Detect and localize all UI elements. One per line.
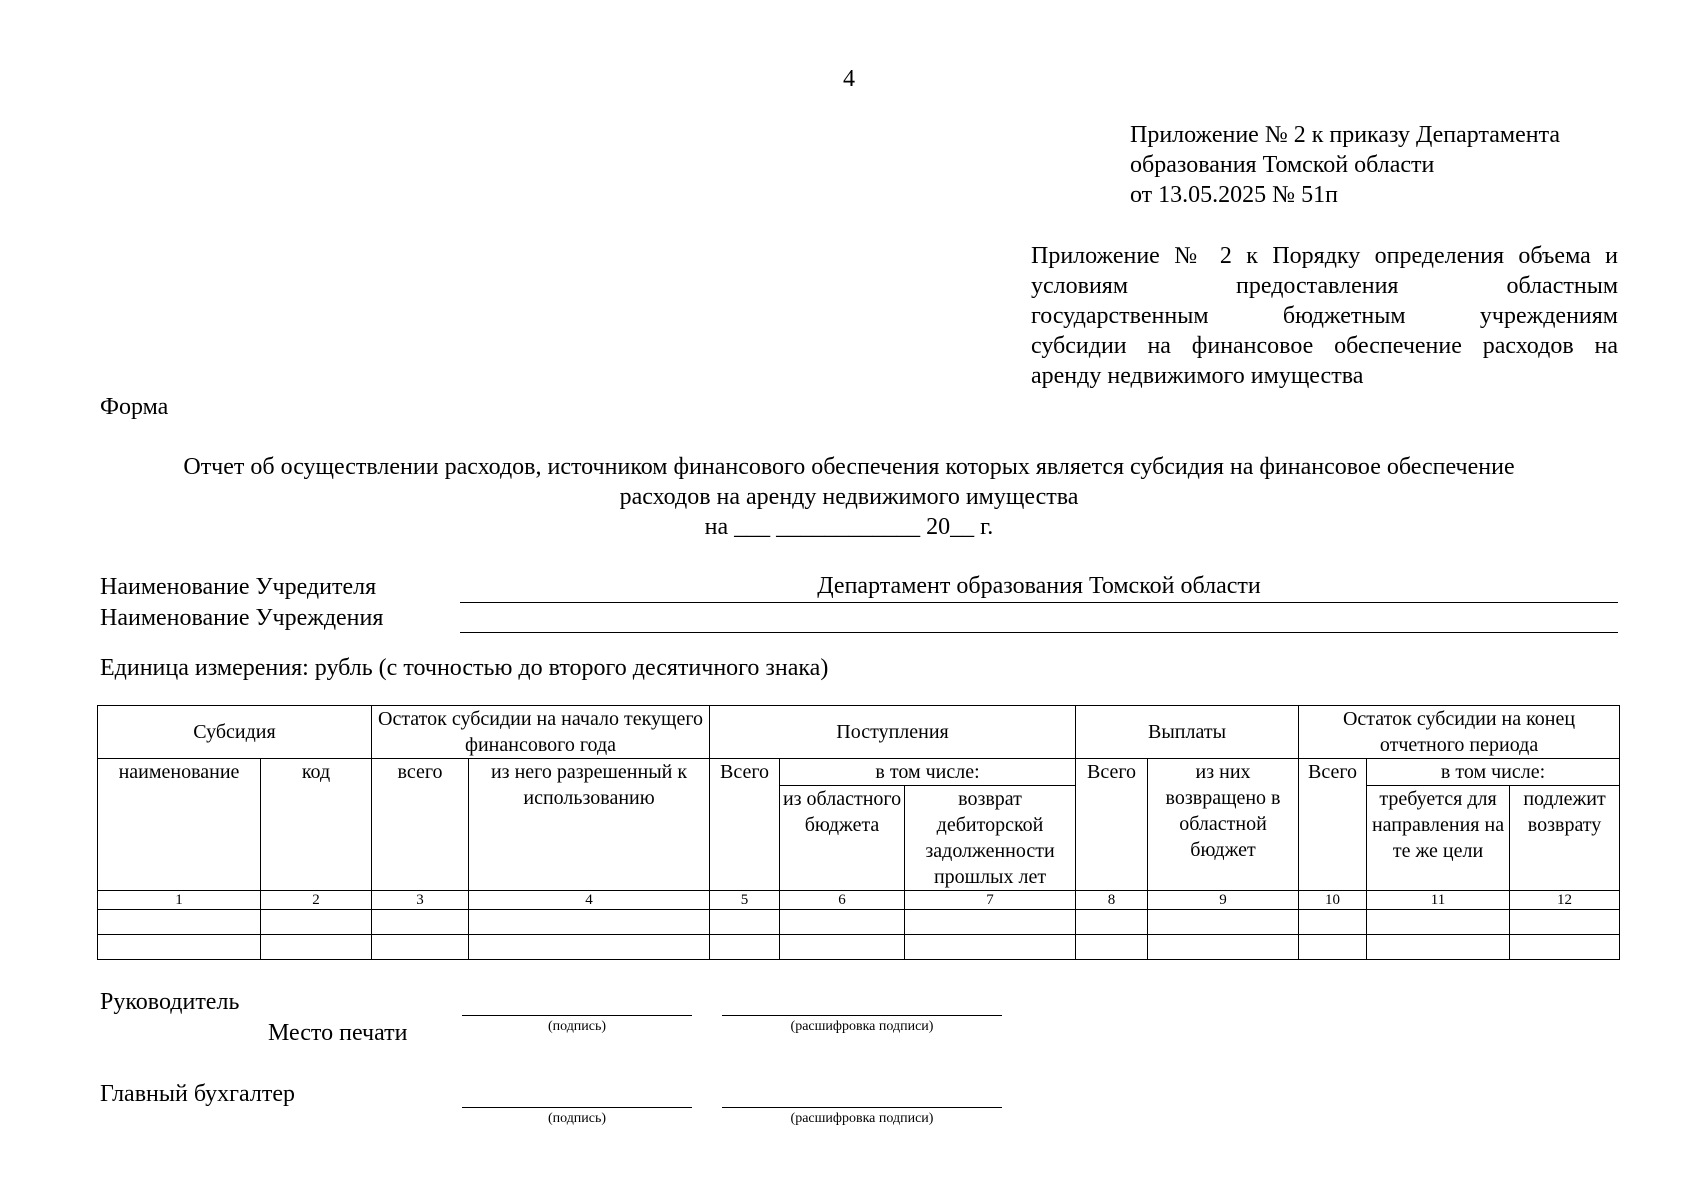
appendix-procedure-line: субсидии на финансовое обеспечение расходов на xyxy=(1031,333,1618,359)
report-title xyxy=(100,452,1598,542)
header-to-return: подлежит возврату xyxy=(1510,786,1620,891)
appendix-order-line: образования Томской области xyxy=(1130,152,1435,178)
header-returned-to-budget: из них возвращено в областной бюджет xyxy=(1148,759,1299,891)
table-cell[interactable] xyxy=(372,935,469,960)
column-number: 8 xyxy=(1076,891,1148,910)
report-title-line: Отчет об осуществлении расходов, источником финансового обеспечения которых является субсидия на финансовое обеспечение xyxy=(183,454,1515,480)
unit-of-measure: Единица измерения: рубль (с точностью до второго десятичного знака) xyxy=(100,655,829,681)
column-number: 11 xyxy=(1367,891,1510,910)
head-label: Руководитель xyxy=(100,989,240,1015)
header-from-regional-budget: из областного бюджета xyxy=(780,786,905,891)
chief-accountant-label: Главный бухгалтер xyxy=(100,1081,295,1107)
appendix-procedure-line: Приложение № 2 к Порядку определения объема и xyxy=(1031,243,1618,269)
column-number: 6 xyxy=(780,891,905,910)
column-number: 2 xyxy=(261,891,372,910)
accountant-decode-line[interactable] xyxy=(722,1107,1002,1108)
founder-value: Департамент образования Томской области xyxy=(817,573,1261,599)
table-cell[interactable] xyxy=(1299,910,1367,935)
institution-field-line xyxy=(460,604,1618,633)
table-cell[interactable] xyxy=(1367,910,1510,935)
head-signature-line[interactable] xyxy=(462,1015,692,1016)
appendix-order-line: Приложение № 2 к приказу Департамента xyxy=(1130,122,1561,148)
appendix-order-line: от 13.05.2025 № 51п xyxy=(1130,182,1338,208)
column-number: 5 xyxy=(710,891,780,910)
header-closing-balance: Остаток субсидии на конец отчетного периода xyxy=(1299,706,1620,759)
appendix-procedure-header xyxy=(1031,241,1618,391)
header-total-payments: Всего xyxy=(1076,759,1148,891)
appendix-procedure-line: аренду недвижимого имущества xyxy=(1031,363,1364,389)
header-total-opening: всего xyxy=(372,759,469,891)
table-cell[interactable] xyxy=(469,935,710,960)
accountant-decode-caption: (расшифровка подписи) xyxy=(790,1111,934,1126)
column-number: 12 xyxy=(1510,891,1620,910)
table-cell[interactable] xyxy=(780,910,905,935)
stamp-place-label: Место печати xyxy=(268,1020,408,1046)
table-cell[interactable] xyxy=(469,910,710,935)
header-name: наименование xyxy=(98,759,261,891)
table-cell[interactable] xyxy=(1510,935,1620,960)
column-number: 4 xyxy=(469,891,710,910)
report-date-line: на ___ ____________ 20__ г. xyxy=(704,514,994,540)
table-cell[interactable] xyxy=(261,910,372,935)
header-allowed-use: из него разрешенный к использованию xyxy=(469,759,710,891)
table-cell[interactable] xyxy=(780,935,905,960)
head-decode-caption: (расшифровка подписи) xyxy=(790,1019,934,1034)
table-cell[interactable] xyxy=(1299,935,1367,960)
table-row xyxy=(98,910,1620,935)
table-cell[interactable] xyxy=(1076,935,1148,960)
institution-label: Наименование Учреждения xyxy=(100,605,384,631)
head-signature-caption: (подпись) xyxy=(547,1019,607,1034)
header-payments: Выплаты xyxy=(1076,706,1299,759)
form-label: Форма xyxy=(100,394,169,420)
header-needed-same-purpose: требуется для направления на те же цели xyxy=(1367,786,1510,891)
column-number: 10 xyxy=(1299,891,1367,910)
table-cell[interactable] xyxy=(1148,935,1299,960)
column-number: 1 xyxy=(98,891,261,910)
accountant-signature-caption: (подпись) xyxy=(547,1111,607,1126)
header-total-receipts: Всего xyxy=(710,759,780,891)
column-number: 7 xyxy=(905,891,1076,910)
header-including-receipts: в том числе: xyxy=(780,759,1076,786)
appendix-procedure-line: условиям предоставления областным xyxy=(1031,273,1618,299)
table-cell[interactable] xyxy=(98,910,261,935)
header-opening-balance: Остаток субсидии на начало текущего финансового года xyxy=(372,706,710,759)
head-decode-line[interactable] xyxy=(722,1015,1002,1016)
appendix-order-header xyxy=(1130,120,1650,210)
appendix-procedure-line: государственным бюджетным учреждениям xyxy=(1031,303,1618,329)
page-number: 4 xyxy=(843,66,855,92)
table-cell[interactable] xyxy=(1510,910,1620,935)
table-cell[interactable] xyxy=(1076,910,1148,935)
table-cell[interactable] xyxy=(98,935,261,960)
founder-label: Наименование Учредителя xyxy=(100,574,377,600)
table-cell[interactable] xyxy=(905,910,1076,935)
table-cell[interactable] xyxy=(261,935,372,960)
column-number: 9 xyxy=(1148,891,1299,910)
table-row xyxy=(98,935,1620,960)
table-cell[interactable] xyxy=(372,910,469,935)
header-receivables-return: возврат дебиторской задолженности прошлых лет xyxy=(905,786,1076,891)
table-cell[interactable] xyxy=(710,935,780,960)
header-including-closing: в том числе: xyxy=(1367,759,1620,786)
table-cell[interactable] xyxy=(710,910,780,935)
accountant-signature-line[interactable] xyxy=(462,1107,692,1108)
report-table xyxy=(97,705,1620,960)
header-total-closing: Всего xyxy=(1299,759,1367,891)
table-cell[interactable] xyxy=(1367,935,1510,960)
header-receipts: Поступления xyxy=(710,706,1076,759)
table-cell[interactable] xyxy=(1148,910,1299,935)
header-subsidy: Субсидия xyxy=(98,706,372,759)
report-title-line: расходов на аренду недвижимого имущества xyxy=(619,484,1079,510)
column-number: 3 xyxy=(372,891,469,910)
table-cell[interactable] xyxy=(905,935,1076,960)
header-code: код xyxy=(261,759,372,891)
